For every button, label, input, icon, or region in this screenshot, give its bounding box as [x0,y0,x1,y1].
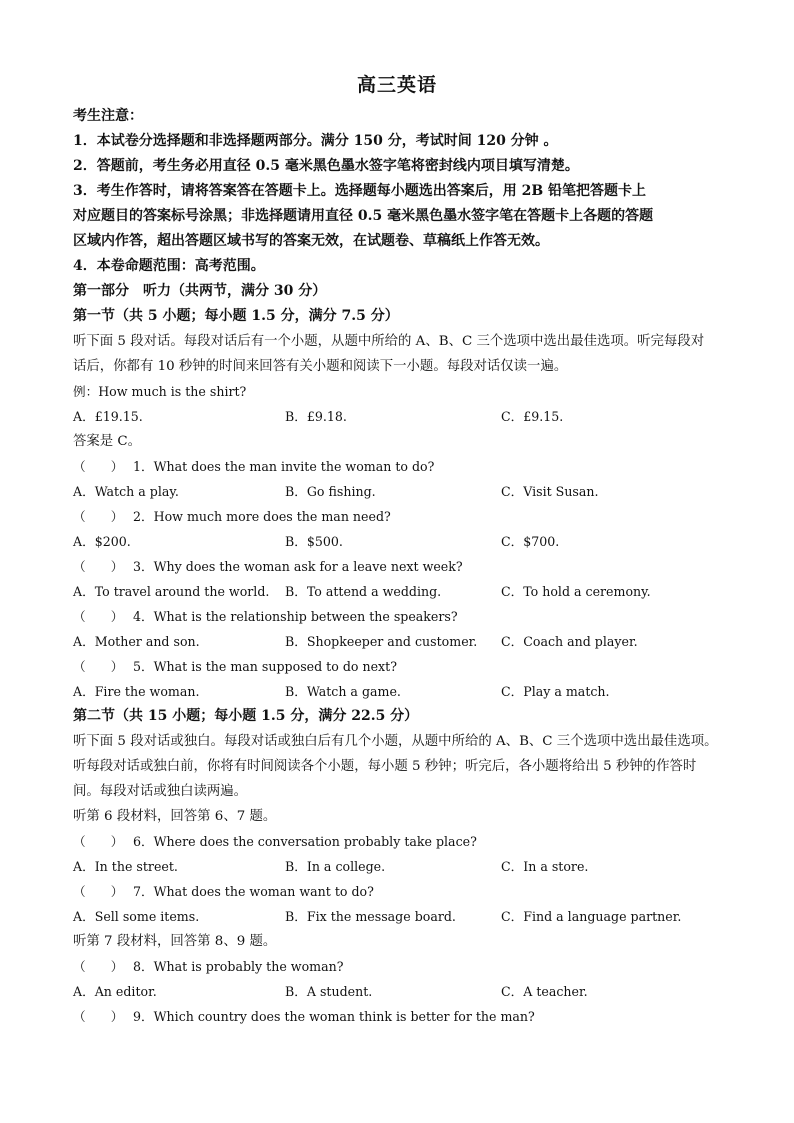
option-a: A．Mother and son. [73,634,200,649]
section1-heading: 第一节（共 5 小题；每小题 1.5 分，满分 7.5 分） [73,308,399,324]
option-b: B．$500. [285,534,343,549]
option-a: A．Sell some items. [73,909,200,924]
question-4 [73,604,733,629]
answer-blank: （ ） [73,959,124,974]
notice-item-2: 2．答题前，考生务必用直径 0.5 毫米黑色墨水签字笔将密封线内项目填写清楚。 [73,158,579,174]
material-7-heading: 听第 7 段材料，回答第 8、9 题。 [73,934,277,949]
option-b: B．A student. [285,984,373,999]
section2-instruction-3: 间。每段对话或独白读两遍。 [73,784,248,799]
section1-instruction-1: 听下面 5 段对话。每段对话后有一个小题，从题中所给的 A、B、C 三个选项中选出最佳选项。听完每段对 [73,334,705,349]
option-b: B．£9.18. [285,409,347,424]
option-a: A．Watch a play. [73,484,179,499]
option-b: B．To attend a wedding. [285,584,442,599]
answer-blank: （ ） [73,659,124,674]
question-2-options [73,529,733,554]
section2-heading: 第二节（共 15 小题；每小题 1.5 分，满分 22.5 分） [73,708,419,724]
option-b: B．In a college. [285,859,386,874]
question-text: 9．Which country does the woman think is better for the man? [133,1009,535,1024]
option-c: C．£9.15. [501,409,564,424]
question-1 [73,454,733,479]
option-b: B．Go fishing. [285,484,376,499]
answer-blank: （ ） [73,609,124,624]
question-text: 7．What does the woman want to do? [133,884,374,899]
option-a: A．To travel around the world. [73,584,270,599]
question-5-options [73,679,733,704]
option-c: C．Play a match. [501,684,610,699]
option-c: C．To hold a ceremony. [501,584,651,599]
question-3-options [73,579,733,604]
example-answer: 答案是 C。 [73,434,142,449]
part1-heading: 第一部分 听力（共两节，满分 30 分） [73,283,327,299]
question-8 [73,954,733,979]
question-5 [73,654,733,679]
option-a: A．In the street. [73,859,178,874]
option-b: B．Shopkeeper and customer. [285,634,478,649]
question-8-options [73,979,733,1004]
example-question: 例：How much is the shirt? [73,384,247,399]
option-a: A．An editor. [73,984,157,999]
question-7-options [73,904,733,929]
section1-instruction-2: 话后，你都有 10 秒钟的时间来回答有关小题和阅读下一小题。每段对话仅读一遍。 [73,359,568,374]
option-c: C．Find a language partner. [501,909,682,924]
example-options [73,404,733,429]
question-6-options [73,854,733,879]
question-text: 5．What is the man supposed to do next? [133,659,397,674]
question-4-options [73,629,733,654]
notice-item-3: 3．考生作答时，请将答案答在答题卡上。选择题每小题选出答案后，用 2B 铅笔把答题卡上 [73,183,647,199]
question-3 [73,554,733,579]
option-a: A．$200. [73,534,131,549]
option-c: C．Coach and player. [501,634,638,649]
question-1-options [73,479,733,504]
option-b: B．Fix the message board. [285,909,456,924]
answer-blank: （ ） [73,884,124,899]
answer-blank: （ ） [73,834,124,849]
answer-blank: （ ） [73,509,124,524]
option-c: C．In a store. [501,859,589,874]
question-text: 3．Why does the woman ask for a leave next week? [133,559,463,574]
option-c: C．A teacher. [501,984,588,999]
section2-instruction-2: 听每段对话或独白前，你将有时间阅读各个小题，每小题 5 秒钟；听完后，各小题将给出 5 秒钟的作答时 [73,759,697,774]
notice-item-4: 4．本卷命题范围：高考范围。 [73,258,265,274]
option-c: C．Visit Susan. [501,484,599,499]
option-a: A．£19.15. [73,409,143,424]
question-text: 6．Where does the conversation probably take place? [133,834,477,849]
notice-item-3-cont-2: 区域内作答，超出答题区域书写的答案无效，在试题卷、草稿纸上作答无效。 [73,233,549,249]
question-text: 8．What is probably the woman? [133,959,344,974]
notice-heading: 考生注意： [73,108,143,124]
section2-instruction-1: 听下面 5 段对话或独白。每段对话或独白后有几个小题，从题中所给的 A、B、C 三个选项中选出最佳选项。 [73,734,718,749]
question-7 [73,879,733,904]
option-a: A．Fire the woman. [73,684,200,699]
page-title: 高三英语 [356,74,437,96]
question-2 [73,504,733,529]
question-text: 1．What does the man invite the woman to do? [133,459,435,474]
question-text: 2．How much more does the man need? [133,509,391,524]
material-6-heading: 听第 6 段材料，回答第 6、7 题。 [73,809,277,824]
notice-item-1: 1．本试卷分选择题和非选择题两部分。满分 150 分，考试时间 120 分钟 。 [73,133,558,149]
option-c: C．$700. [501,534,560,549]
question-6 [73,829,733,854]
option-b: B．Watch a game. [285,684,401,699]
question-text: 4．What is the relationship between the speakers? [133,609,458,624]
question-9 [73,1004,733,1029]
notice-item-3-cont-1: 对应题目的答案标号涂黑；非选择题请用直径 0.5 毫米黑色墨水签字笔在答题卡上各题的答题 [73,208,654,224]
answer-blank: （ ） [73,559,124,574]
answer-blank: （ ） [73,1009,124,1024]
answer-blank: （ ） [73,459,124,474]
